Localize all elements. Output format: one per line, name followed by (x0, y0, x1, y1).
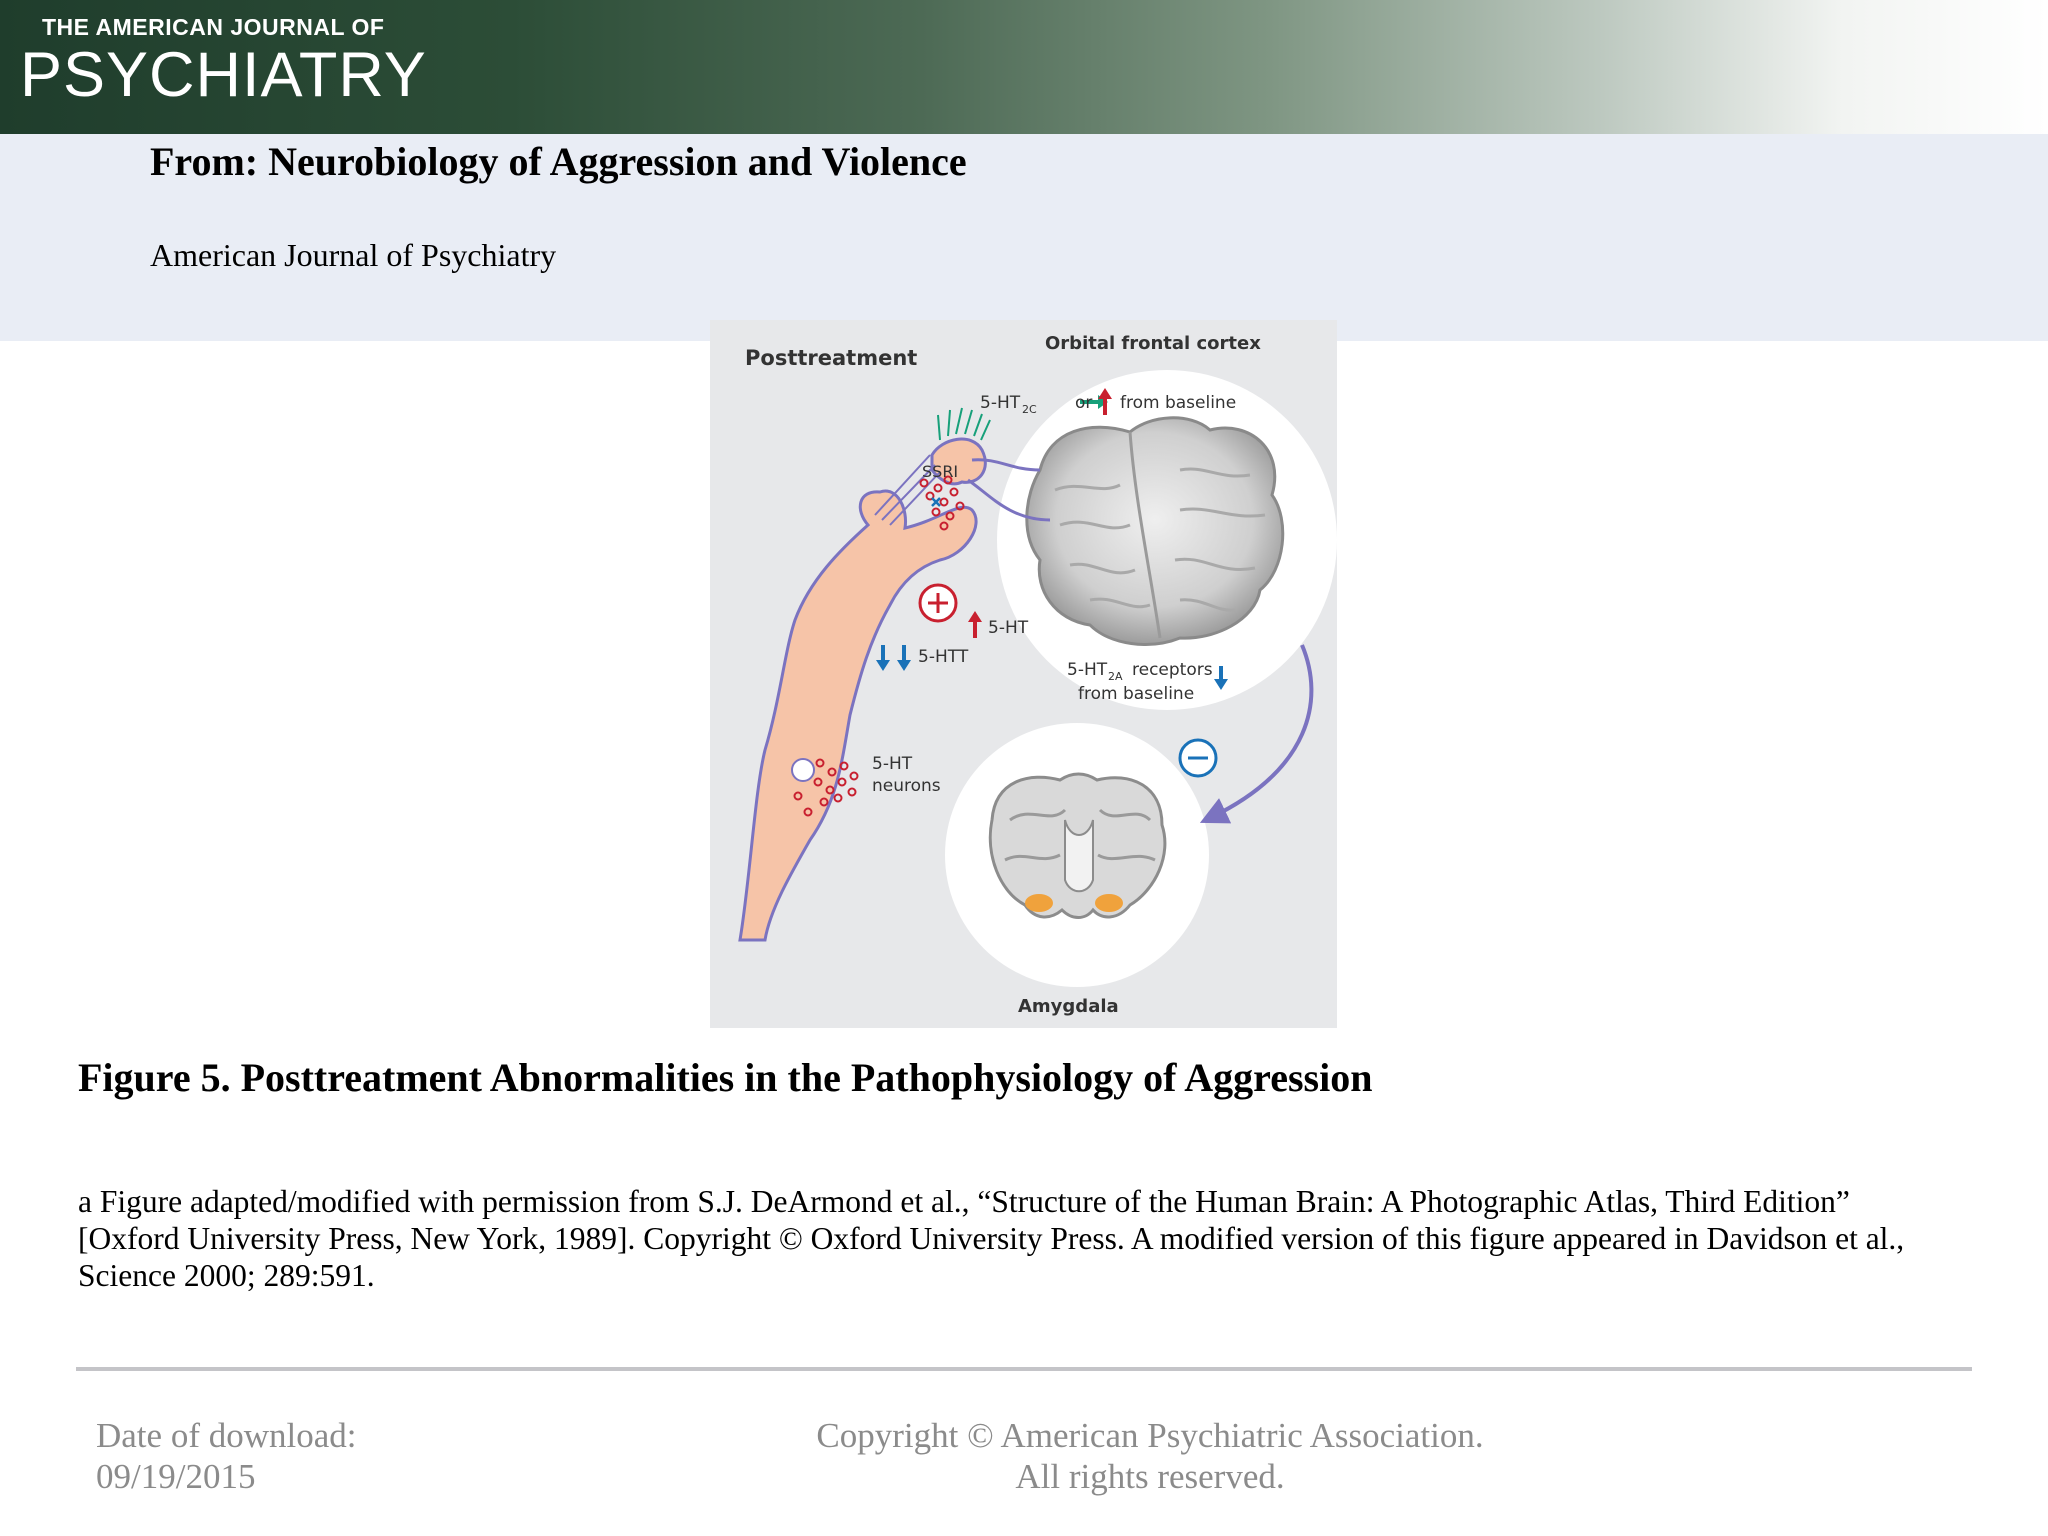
plus-circle-icon (920, 585, 956, 621)
orbital-cortex-label: Orbital frontal cortex (1045, 333, 1261, 354)
transporter-decrease-icon (876, 645, 911, 671)
ssri-block-icon (932, 498, 940, 506)
amygdala-right (1095, 894, 1123, 912)
ht2a-label: 5-HT (1067, 660, 1108, 680)
ht2c-subscript: 2C (1022, 403, 1037, 416)
amygdala-label: Amygdala (1018, 996, 1119, 1017)
figure-image (710, 320, 1337, 1028)
footer-divider (76, 1367, 1972, 1371)
serotonin-neuron (740, 491, 976, 940)
ssri-label: SSRI (922, 462, 959, 481)
serotonin-label: 5-HT (988, 618, 1029, 638)
copyright-line-1: Copyright © American Psychiatric Association. (816, 1416, 1484, 1455)
brain-top (1027, 418, 1283, 645)
copyright-line-2: All rights reserved. (1015, 1457, 1285, 1496)
figure-caption-title: Figure 5. Posttreatment Abnormalities in the Pathophysiology of Aggression (78, 1055, 1373, 1100)
download-date: 09/19/2015 (96, 1457, 256, 1496)
article-title: From: Neurobiology of Aggression and Violence (150, 139, 967, 184)
journal-banner (0, 0, 2048, 134)
from-baseline-top-label: from baseline (1120, 393, 1237, 413)
copyright-notice (700, 1415, 1600, 1497)
ht2a-subscript: 2A (1108, 670, 1123, 683)
journal-name: American Journal of Psychiatry (150, 237, 557, 273)
neurons-label-line1: 5-HT (872, 754, 913, 774)
journal-banner-name: PSYCHIATRY (20, 40, 427, 110)
panel-title: Posttreatment (745, 346, 918, 370)
figure-caption-note: a Figure adapted/modified with permission from S.J. DeArmond et al., “Structure of the Human Brain: A Photographic Atlas, Third Edition” [Oxford University Press, New York, 1989]. Copyright © Oxford University Press. A modified version of this figure appeared in Davidson et al., Science 2000; 289:591. (78, 1184, 1905, 1293)
from-baseline-bottom-label: from baseline (1078, 684, 1195, 704)
receptors-label: receptors (1132, 660, 1213, 680)
amygdala-left (1025, 894, 1053, 912)
neurons-label-line2: neurons (872, 776, 941, 796)
download-label: Date of download: (96, 1416, 357, 1455)
or-label: or (1075, 393, 1093, 413)
minus-circle-icon (1180, 740, 1216, 776)
ht2c-label: 5-HT (980, 393, 1021, 413)
transporter-label: 5-HTT (918, 647, 969, 667)
journal-banner-prefix: THE AMERICAN JOURNAL OF (42, 14, 385, 40)
brain-slice (990, 774, 1165, 918)
figure-illustration (710, 320, 1337, 1028)
